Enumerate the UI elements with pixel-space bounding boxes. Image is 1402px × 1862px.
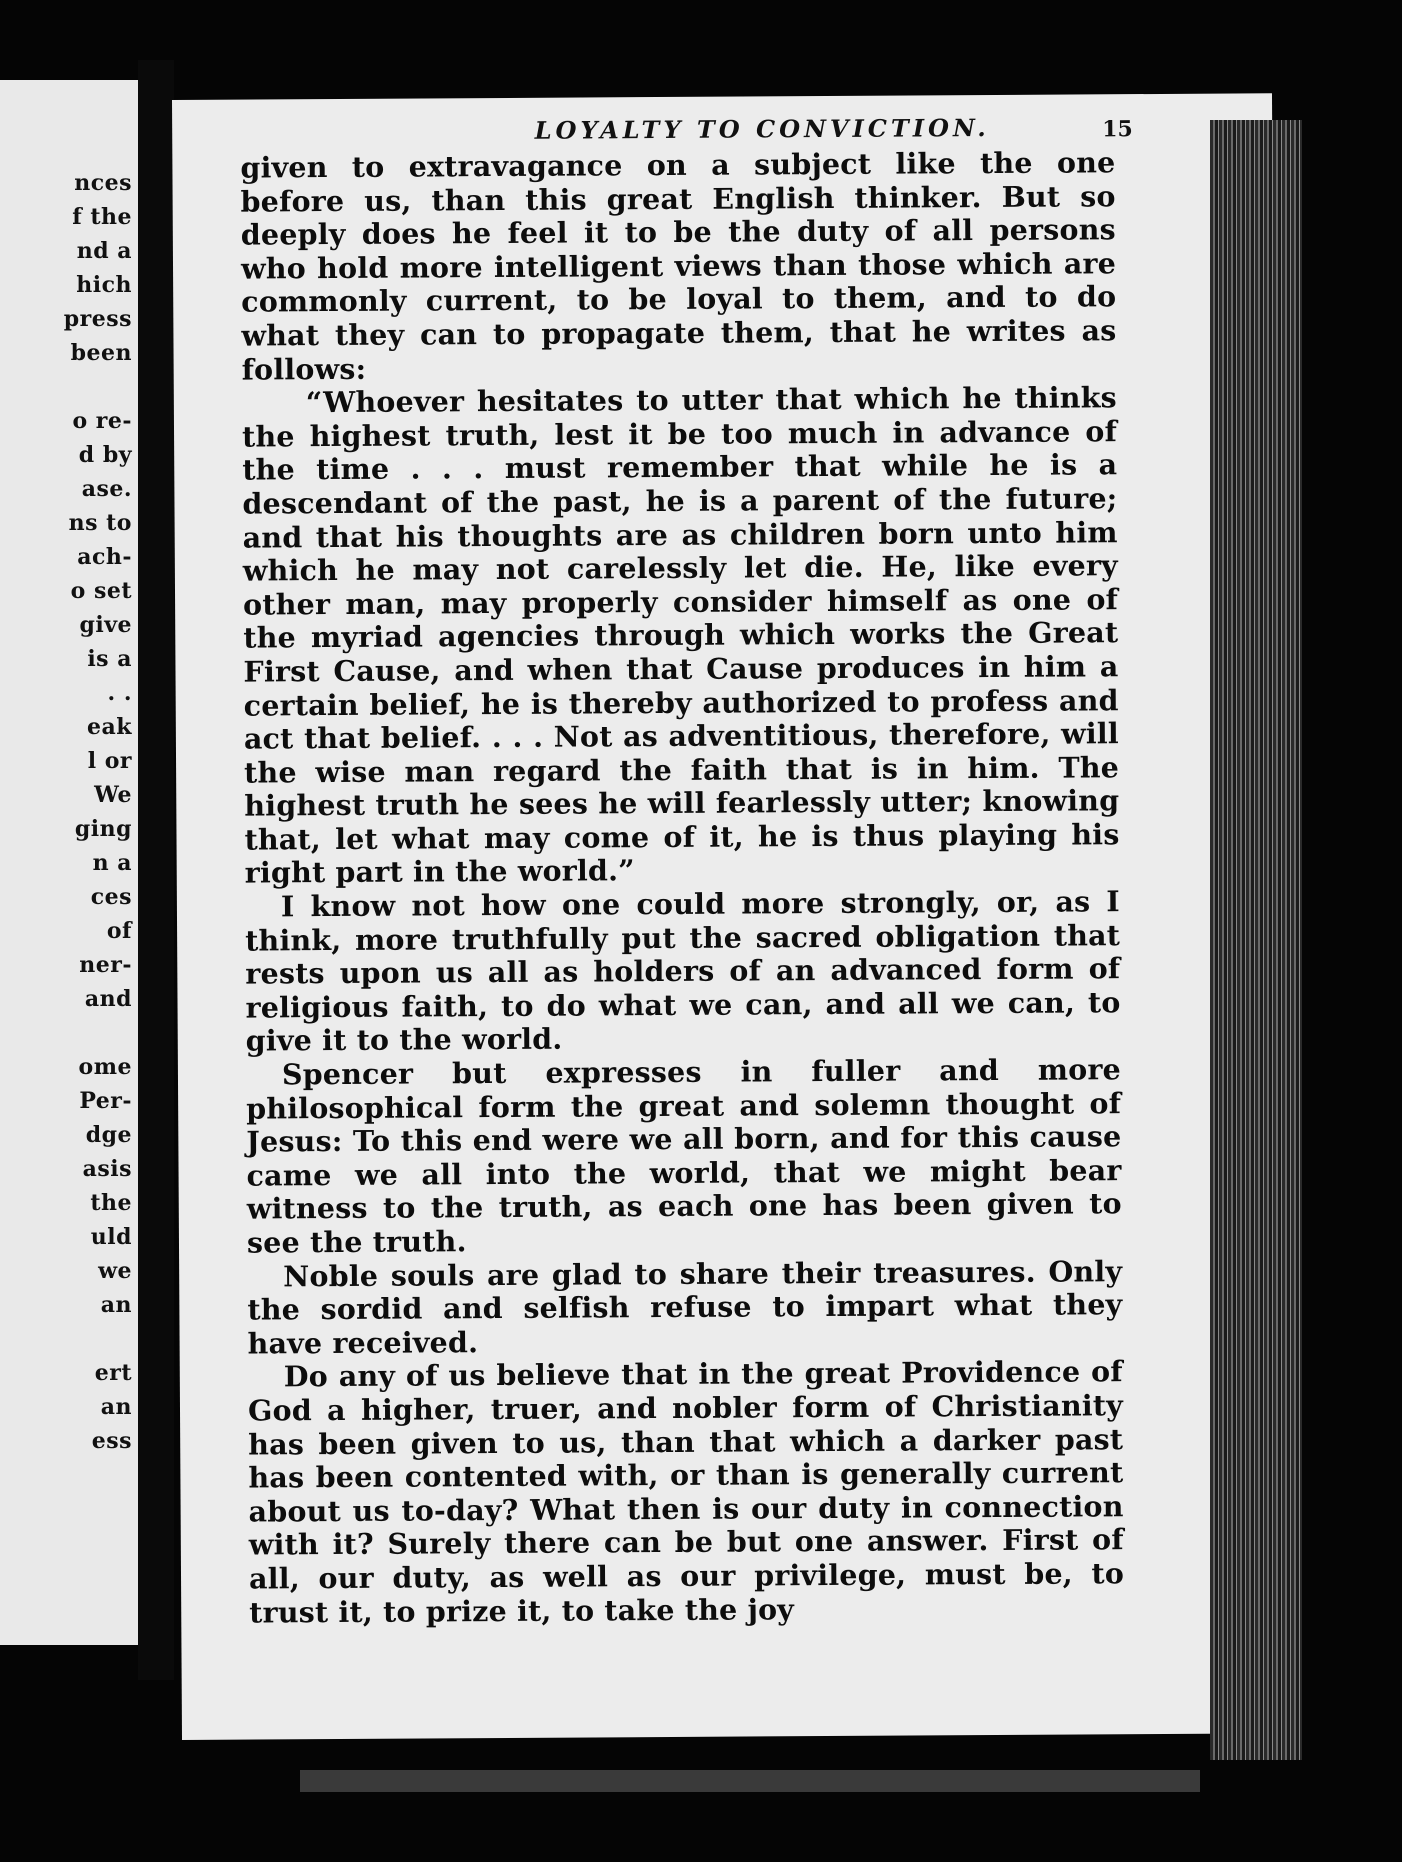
page-bottom-shadow (300, 1770, 1200, 1792)
left-page-fragment: is a (87, 646, 132, 672)
left-page-fragment: ach- (77, 544, 132, 570)
left-page-fragment: eak (87, 714, 132, 740)
book-spine (138, 60, 174, 1680)
left-page-fragment: uld (90, 1224, 132, 1250)
paragraph: Noble souls are glad to share their treasures. Only the sordid and selfish refuse to impart what they have received. (247, 1253, 1123, 1361)
left-page-fragment: o set (70, 578, 132, 604)
left-page-fragment: nces (74, 170, 132, 196)
block-quote: “Whoever hesitates to utter that which he thinks the highest truth, lest it be too much in advance of the time . . . must remember that while he is a descendant of the past, he is a parent of the future; and that his thoughts are as children born unto him which he may not carelessly let die. He, like every other man, may properly consider himself as one of the myriad agencies through which works the Great First Cause, and when that Cause produces in him a certain belief, he is thereby authorized to profess and act that belief. . . . Not as adventitious, therefore, will the wise man regard the faith that is in him. The highest truth he sees he will fearlessly utter; knowing that, let what may come of it, he is thus playing his right part in the world.” (241, 380, 1120, 891)
paragraph: given to extravagance on a subject like the one before us, than this great English thinker. But so deeply does he feel it to be the duty of all persons who hold more intelligent views than those which are commonly current, to be loyal to them, and to do what they can to propagate them, that he writes as follows: (240, 145, 1117, 387)
left-page-fragment: and (84, 986, 132, 1012)
right-page (172, 93, 1282, 1740)
left-page-fragment: We (94, 782, 132, 808)
page-edges (1210, 120, 1302, 1760)
left-page-fragment: f the (72, 204, 132, 230)
left-page-fragment: of (106, 918, 132, 944)
left-page-fragment: o re- (72, 408, 132, 434)
left-page-fragment: asis (82, 1156, 132, 1182)
left-page-fragment: ase. (81, 476, 132, 502)
left-page-fragment: . . (107, 680, 132, 706)
left-page-fragment: Per- (79, 1088, 132, 1114)
left-page-fragment: press (63, 306, 132, 332)
left-page-fragment: hich (76, 272, 132, 298)
left-page-fragment: ert (94, 1360, 132, 1386)
paragraph: Do any of us believe that in the great Providence of God a higher, truer, and nobler form of Christianity has been given to us, than that which a darker past has been contented with, or than is generally current about us to-day? What then is our duty in connection with it? Surely there can be but one answer. First of all, our duty, as well as our privilege, must be, to trust it, to prize it, to take the joy (247, 1354, 1125, 1630)
paragraph: Spencer but expresses in fuller and more philosophical form the great and solemn thought of Jesus: To this end were we all born, and for this cause came we all into the world, that we might bear witness to the truth, as each one has been given to see the truth. (246, 1052, 1122, 1260)
left-page-fragment: we (98, 1258, 132, 1284)
left-page-fragment: been (70, 340, 132, 366)
left-page-fragment: an (100, 1292, 132, 1318)
page-number: 15 (1102, 116, 1133, 143)
left-page-fragment: give (79, 612, 132, 638)
left-page-fragment: ner- (79, 952, 132, 978)
left-page-fragment: n a (92, 850, 132, 876)
left-page-fragment: d by (78, 442, 132, 468)
running-head: LOYALTY TO CONVICTION. (534, 113, 990, 145)
left-page-fragment: the (90, 1190, 132, 1216)
left-page-fragment: ess (91, 1428, 132, 1454)
left-page-fragment: ging (74, 816, 132, 842)
left-page (0, 80, 138, 1645)
paragraph: I know not how one could more strongly, or, as I think, more truthfully put the sacred obligation that rests upon us all as holders of an advanced form of religious faith, to do what we can, and all we can, to give it to the world. (245, 884, 1121, 1059)
left-page-fragment: an (100, 1394, 132, 1420)
left-page-fragment: ns to (68, 510, 132, 536)
left-page-fragment: ome (78, 1054, 132, 1080)
left-page-fragment: l or (87, 748, 132, 774)
left-page-fragment: nd a (76, 238, 132, 264)
left-page-fragment: ces (90, 884, 132, 910)
left-page-fragment: dge (85, 1122, 132, 1148)
body-text (240, 146, 1124, 1629)
